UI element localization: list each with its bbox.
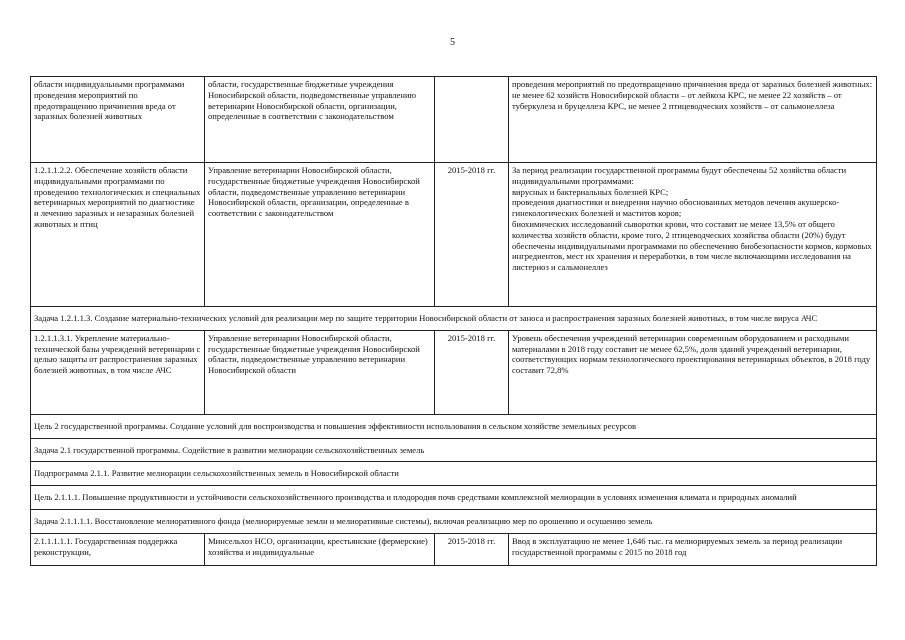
result-cell: проведения мероприятий по предотвращению причинения вреда от заразных болезней животных: не менее 62 хозяйств Новосибирской области – от лейкоза КРС, не менее 22 хозяйств – от туберкулеза и бруцеллеза КРС, не менее 2 птицеводческих хозяйств – от сальмонеллеза bbox=[509, 77, 877, 163]
measure-cell: области индивидуальными программами проведения мероприятий по предотвращению причинения вреда от заразных болезней животных bbox=[31, 77, 205, 163]
table-row bbox=[31, 533, 877, 565]
executors-cell: Управление ветеринарии Новосибирской области, государственные бюджетные учреждения Новосибирской области, подведомственные управлению ветеринарии Новосибирской области bbox=[205, 330, 435, 414]
result-cell: За период реализации государственной программы будут обеспечены 52 хозяйства области индивидуальными программами: вирусных и бактериальных болезней КРС; проведения диагностики и внедрения научно обоснованных методов лечения акушерско-гинекологических болезней и маститов коров; биохимических исследований сыворотки крови, что составит не менее 13,5% от общего количества хозяйств области, кроме того, 2 птицеводческих хозяйства области (20%) будут обеспечены индивидуальными программами по обеспечению биобезопасности кормов, кормовых ингредиентов, мест их хранения и переработки, в том числе включающими исследования на листериоз и сальмонеллез bbox=[509, 163, 877, 307]
table-row bbox=[31, 163, 877, 307]
executors-cell: области, государственные бюджетные учреждения Новосибирской области, подведомственные управлению ветеринарии Новосибирской области, организации, определенные в соответствии с законодательством bbox=[205, 77, 435, 163]
page-number: 5 bbox=[450, 37, 455, 48]
measure-cell: 2.1.1.1.1.1. Государственная поддержка реконструкции, bbox=[31, 533, 205, 565]
goal-heading: Цель 2.1.1.1. Повышение продуктивности и устойчивости сельскохозяйственного производства и плодородия почв средствами комплексной мелиорации в условиях изменения климата и природных аномалий bbox=[31, 486, 877, 510]
task-heading: Задача 2.1.1.1.1. Восстановление мелиоративного фонда (мелиорируемые земли и мелиоративные системы), включая реализацию мер по орошению и осушению земель bbox=[31, 509, 877, 533]
goal-heading: Цель 2 государственной программы. Создание условий для воспроизводства и повышения эффективности использования в сельском хозяйстве земельных ресурсов bbox=[31, 414, 877, 438]
table-row bbox=[31, 509, 877, 533]
table-row bbox=[31, 307, 877, 331]
result-cell: Ввод в эксплуатацию не менее 1,646 тыс. га мелиорируемых земель за период реализации государственной программы с 2015 по 2018 год bbox=[509, 533, 877, 565]
task-heading: Задача 1.2.1.1.3. Создание материально-технических условий для реализации мер по защите территории Новосибирской области от заноса и распространения заразных болезней животных, в том числе вируса АЧС bbox=[31, 307, 877, 331]
table-row bbox=[31, 486, 877, 510]
table-row bbox=[31, 462, 877, 486]
task-heading: Задача 2.1 государственной программы. Содействие в развитии мелиорации сельскохозяйственных земель bbox=[31, 438, 877, 462]
table-row bbox=[31, 77, 877, 163]
period-cell bbox=[435, 77, 509, 163]
period-cell: 2015-2018 гг. bbox=[435, 533, 509, 565]
measure-cell: 1.2.1.1.2.2. Обеспечение хозяйств области индивидуальными программами по проведению технологических и специальных ветеринарных мероприятий по диагностике и лечению заразных и незаразных болезней животных и птиц bbox=[31, 163, 205, 307]
measures-table bbox=[30, 76, 877, 566]
table-row bbox=[31, 438, 877, 462]
result-cell: Уровень обеспечения учреждений ветеринарии современным оборудованием и расходными материалами в 2018 году составит не менее 62,5%, доля зданий учреждений ветеринарии, соответствующих нормам технологического проектирования ветеринарных объектов, в 2018 году составит 72,8% bbox=[509, 330, 877, 414]
period-cell: 2015-2018 гг. bbox=[435, 163, 509, 307]
table-row bbox=[31, 330, 877, 414]
measure-cell: 1.2.1.1.3.1. Укрепление материально-технической базы учреждений ветеринарии с целью защиты от распространения заразных болезней животных, в том числе АЧС bbox=[31, 330, 205, 414]
executors-cell: Минсельхоз НСО, организации, крестьянские (фермерские) хозяйства и индивидуальные bbox=[205, 533, 435, 565]
period-cell: 2015-2018 гг. bbox=[435, 330, 509, 414]
table-row bbox=[31, 414, 877, 438]
executors-cell: Управление ветеринарии Новосибирской области, государственные бюджетные учреждения Новосибирской области, подведомственные управлению ветеринарии Новосибирской области, организации, определенные в соответствии с законодательством bbox=[205, 163, 435, 307]
subprogram-heading: Подпрограмма 2.1.1. Развитие мелиорации сельскохозяйственных земель в Новосибирской области bbox=[31, 462, 877, 486]
